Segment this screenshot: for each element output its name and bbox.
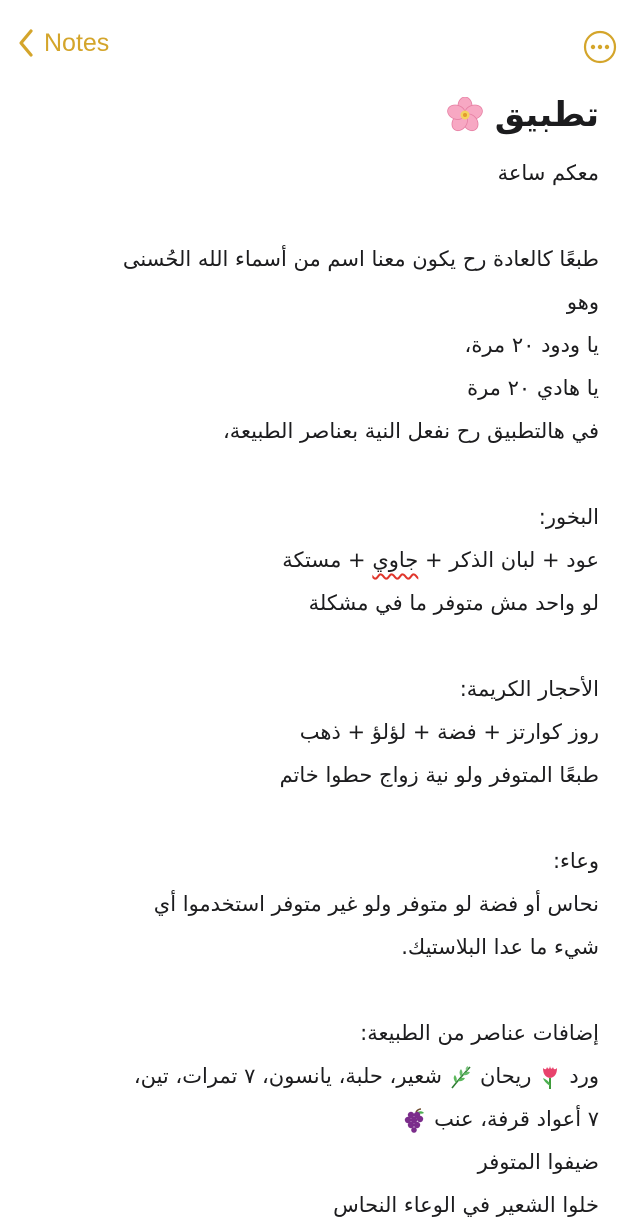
empty-line	[50, 453, 599, 496]
tulip-icon	[537, 1064, 563, 1090]
ingredients-text: شعير، حلبة، يانسون، ٧ تمرات، تين،	[133, 1064, 442, 1088]
rose-text: ورد	[569, 1064, 599, 1088]
cinnamon-grapes-text: ٧ أعواد قرفة، عنب	[434, 1107, 599, 1131]
ellipsis-circle-icon[interactable]	[583, 30, 617, 64]
note-line: روز كوارتز + فضة + لؤلؤ + ذهب	[299, 720, 599, 744]
note-title-row	[50, 84, 599, 146]
empty-line	[50, 625, 599, 668]
note-line: وهو	[566, 290, 599, 314]
misspelled-word[interactable]: جاوي	[372, 548, 419, 572]
incense-text-end: + مستكة	[282, 548, 373, 572]
back-button[interactable]	[18, 28, 109, 58]
herb-icon	[448, 1064, 474, 1090]
note-title: تطبيق	[494, 95, 599, 135]
note-line-nature-items	[50, 1055, 599, 1098]
note-line: لو واحد مش متوفر ما في مشكلة	[308, 591, 599, 615]
empty-line	[50, 969, 599, 1012]
note-line: يا هادي ٢٠ مرة	[467, 376, 599, 400]
note-line: نحاس أو فضة لو متوفر ولو غير متوفر استخدموا أي	[153, 892, 599, 916]
note-line: ضيفوا المتوفر	[477, 1150, 599, 1174]
note-line: في هالتطبيق رح نفعل النية بعناصر الطبيعة،	[222, 419, 599, 443]
basil-text: ريحان	[479, 1064, 532, 1088]
note-line: معكم ساعة	[497, 161, 599, 185]
empty-line	[50, 797, 599, 840]
empty-line	[50, 195, 599, 238]
note-content[interactable]	[50, 84, 599, 1227]
note-line-incense	[50, 539, 599, 582]
chevron-left-icon	[18, 28, 34, 58]
back-label: Notes	[44, 28, 110, 57]
section-heading-gemstones: الأحجار الكريمة:	[459, 677, 599, 701]
note-body	[50, 152, 599, 1227]
note-line: شيء ما عدا البلاستيك.	[401, 935, 599, 959]
section-heading-vessel: وعاء:	[552, 849, 599, 873]
cherry-blossom-icon	[447, 97, 483, 133]
navigation-bar	[0, 0, 639, 90]
section-heading-incense: البخور:	[538, 505, 599, 529]
note-line: يا ودود ٢٠ مرة،	[464, 333, 599, 357]
note-line: خلوا الشعير في الوعاء النحاس	[333, 1193, 599, 1217]
note-line: طبعًا كالعادة رح يكون معنا اسم من أسماء الله الحُسنى	[122, 247, 599, 271]
note-line: طبعًا المتوفر ولو نية زواج حطوا خاتم	[279, 763, 599, 787]
section-heading-nature: إضافات عناصر من الطبيعة:	[360, 1021, 599, 1045]
grapes-icon	[402, 1107, 428, 1133]
note-line-cinnamon-grapes	[50, 1098, 599, 1141]
incense-text-start: عود + لبان الذكر +	[418, 548, 599, 572]
